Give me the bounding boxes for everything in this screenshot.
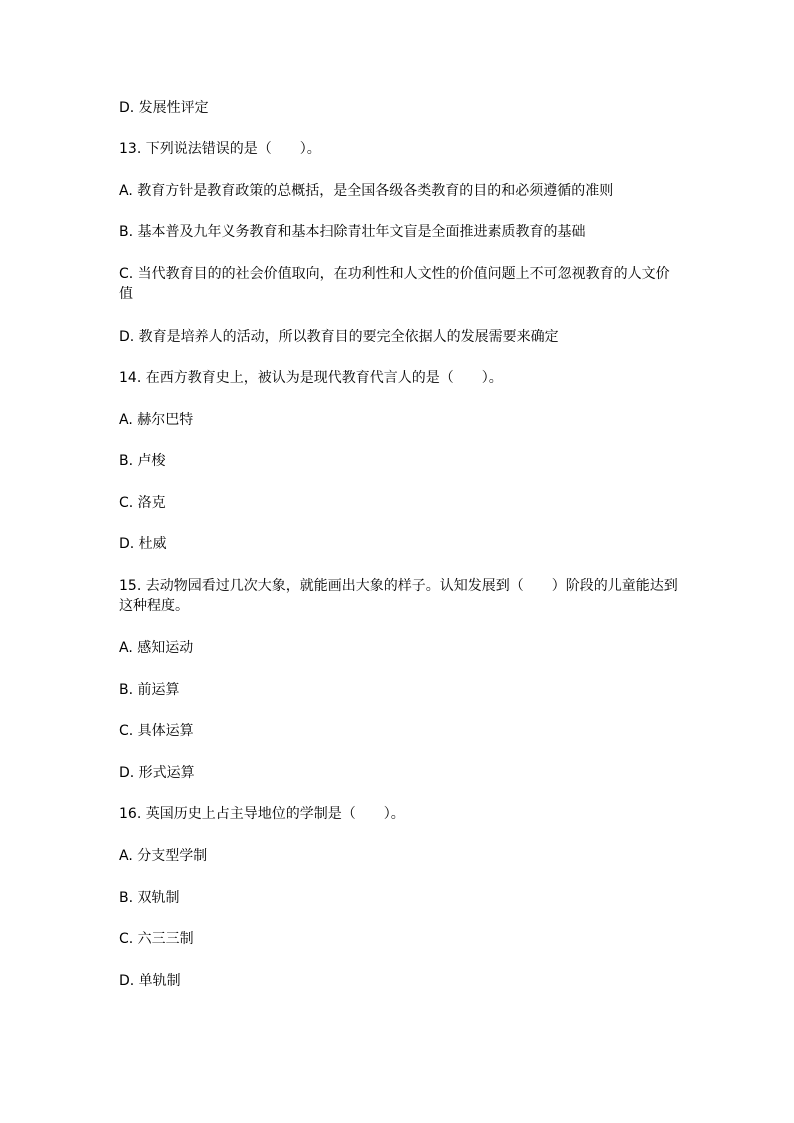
- option-13b: B. 基本普及九年义务教育和基本扫除青壮年文盲是全面推进素质教育的基础: [119, 224, 586, 240]
- option-15d: D. 形式运算: [119, 765, 195, 781]
- option-16b: B. 双轨制: [119, 890, 180, 906]
- option-13c: C. 当代教育目的的社会价值取向，在功利性和人文性的价值问题上不可忽视教育的人文价值: [119, 266, 670, 302]
- option-15c: C. 具体运算: [119, 723, 194, 739]
- option-13a: A. 教育方针是教育政策的总概括，是全国各级各类教育的目的和必须遵循的准则: [119, 183, 614, 199]
- option-16a: A. 分支型学制: [119, 848, 208, 864]
- option-14c: C. 洛克: [119, 495, 166, 511]
- question-16: 16. 英国历史上占主导地位的学制是（ ）。: [119, 806, 405, 822]
- question-14: 14. 在西方教育史上，被认为是现代教育代言人的是（ ）。: [119, 370, 503, 386]
- option-16c: C. 六三三制: [119, 931, 194, 947]
- option-12d: D. 发展性评定: [119, 100, 209, 116]
- option-14d: D. 杜威: [119, 536, 167, 552]
- option-15b: B. 前运算: [119, 682, 180, 698]
- option-14b: B. 卢梭: [119, 453, 166, 469]
- question-15: 15. 去动物园看过几次大象，就能画出大象的样子。认知发展到（ ）阶段的儿童能达到这种程度。: [119, 578, 678, 614]
- option-14a: A. 赫尔巴特: [119, 412, 194, 428]
- question-13: 13. 下列说法错误的是（ ）。: [119, 141, 321, 157]
- option-15a: A. 感知运动: [119, 640, 194, 656]
- option-13d: D. 教育是培养人的活动，所以教育目的要完全依据人的发展需要来确定: [119, 329, 559, 345]
- option-16d: D. 单轨制: [119, 973, 181, 989]
